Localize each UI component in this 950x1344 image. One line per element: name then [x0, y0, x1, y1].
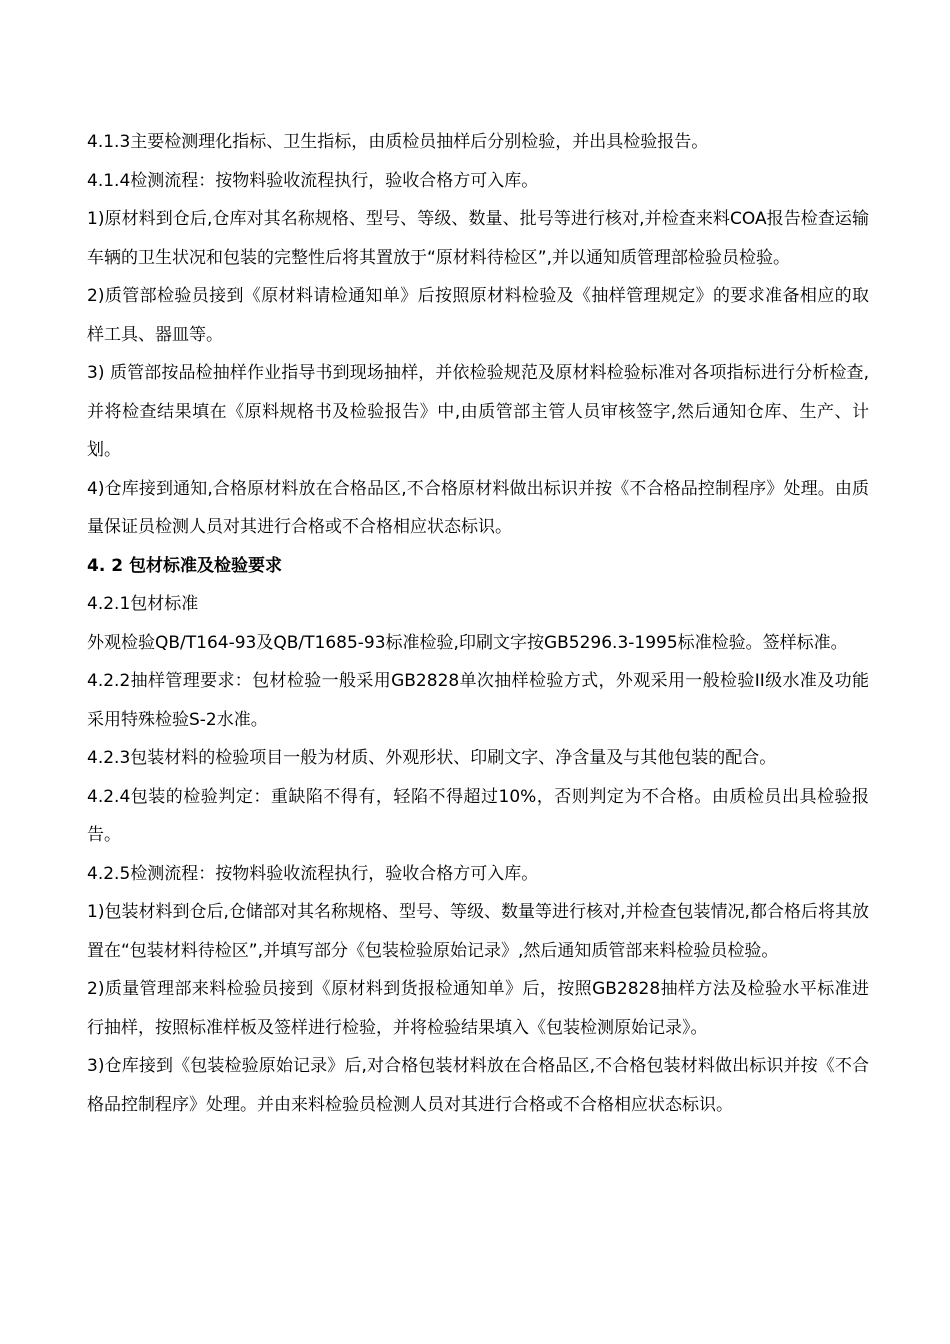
paragraph-4-1-4: 4.1.4检测流程：按物料验收流程执行，验收合格方可入库。 [87, 170, 539, 191]
paragraph-4-1-4-step-3: 3) 质管部按品检抽样作业指导书到现场抽样，并依检验规范及原材料检验标准对各项指标进行分析检查,并将检查结果填在《原料规格书及检验报告》中,由质管部主管人员审核签字,然后通知仓库、生产、计划。 [87, 363, 869, 460]
paragraph-4-1-4-step-2: 2)质管部检验员接到《原材料请检通知单》后按照原材料检验及《抽样管理规定》的要求准备相应的取样工具、器皿等。 [87, 286, 869, 345]
paragraph-4-2-5: 4.2.5检测流程：按物料验收流程执行，验收合格方可入库。 [87, 863, 539, 884]
paragraph-4-2-1-body: 外观检验QB/T164-93及QB/T1685-93标准检验,印刷文字按GB5296.3-1995标准检验。签样标准。 [87, 632, 848, 653]
paragraph-4-1-3: 4.1.3主要检测理化指标、卫生指标，由质检员抽样后分别检验，并出具检验报告。 [87, 132, 709, 152]
paragraph-4-2-5-step-2: 2)质量管理部来料检验员接到《原材料到货报检通知单》后，按照GB2828抽样方法及检验水平标准进行抽样，按照标准样板及签样进行检验，并将检验结果填入《包装检测原始记录》。 [87, 979, 869, 1038]
paragraph-4-2-3: 4.2.3包装材料的检验项目一般为材质、外观形状、印刷文字、净含量及与其他包装的配合。 [87, 748, 777, 768]
section-heading-4-2: 4. 2 包材标准及检验要求 [87, 555, 282, 576]
document-body [87, 123, 869, 1124]
paragraph-4-2-4: 4.2.4包装的检验判定：重缺陷不得有，轻陷不得超过10%，否则判定为不合格。由质检员出具检验报告。 [87, 786, 869, 845]
paragraph-4-2-5-step-3: 3)仓库接到《包装检验原始记录》后,对合格包装材料放在合格品区,不合格包装材料做出标识并按《不合格品控制程序》处理。并由来料检验员检测人员对其进行合格或不合格相应状态标识。 [87, 1056, 869, 1115]
paragraph-4-1-4-step-1: 1)原材料到仓后,仓库对其名称规格、型号、等级、数量、批号等进行核对,并检查来料COA报告检查运输车辆的卫生状况和包装的完整性后将其置放于“原材料待检区”,并以通知质管理部检验员检验。 [87, 209, 869, 268]
paragraph-4-2-1: 4.2.1包材标准 [87, 594, 199, 614]
paragraph-4-1-4-step-4: 4)仓库接到通知,合格原材料放在合格品区,不合格原材料做出标识并按《不合格品控制程序》处理。由质量保证员检测人员对其进行合格或不合格相应状态标识。 [87, 478, 869, 537]
paragraph-4-2-5-step-1: 1)包装材料到仓后,仓储部对其名称规格、型号、等级、数量等进行核对,并检查包装情况,都合格后将其放置在“包装材料待检区”,并填写部分《包装检验原始记录》,然后通知质管部来料检验员检验。 [87, 902, 869, 961]
paragraph-4-2-2: 4.2.2抽样管理要求：包材检验一般采用GB2828单次抽样检验方式，外观采用一般检验II级水准及功能采用特殊检验S-2水准。 [87, 671, 869, 730]
